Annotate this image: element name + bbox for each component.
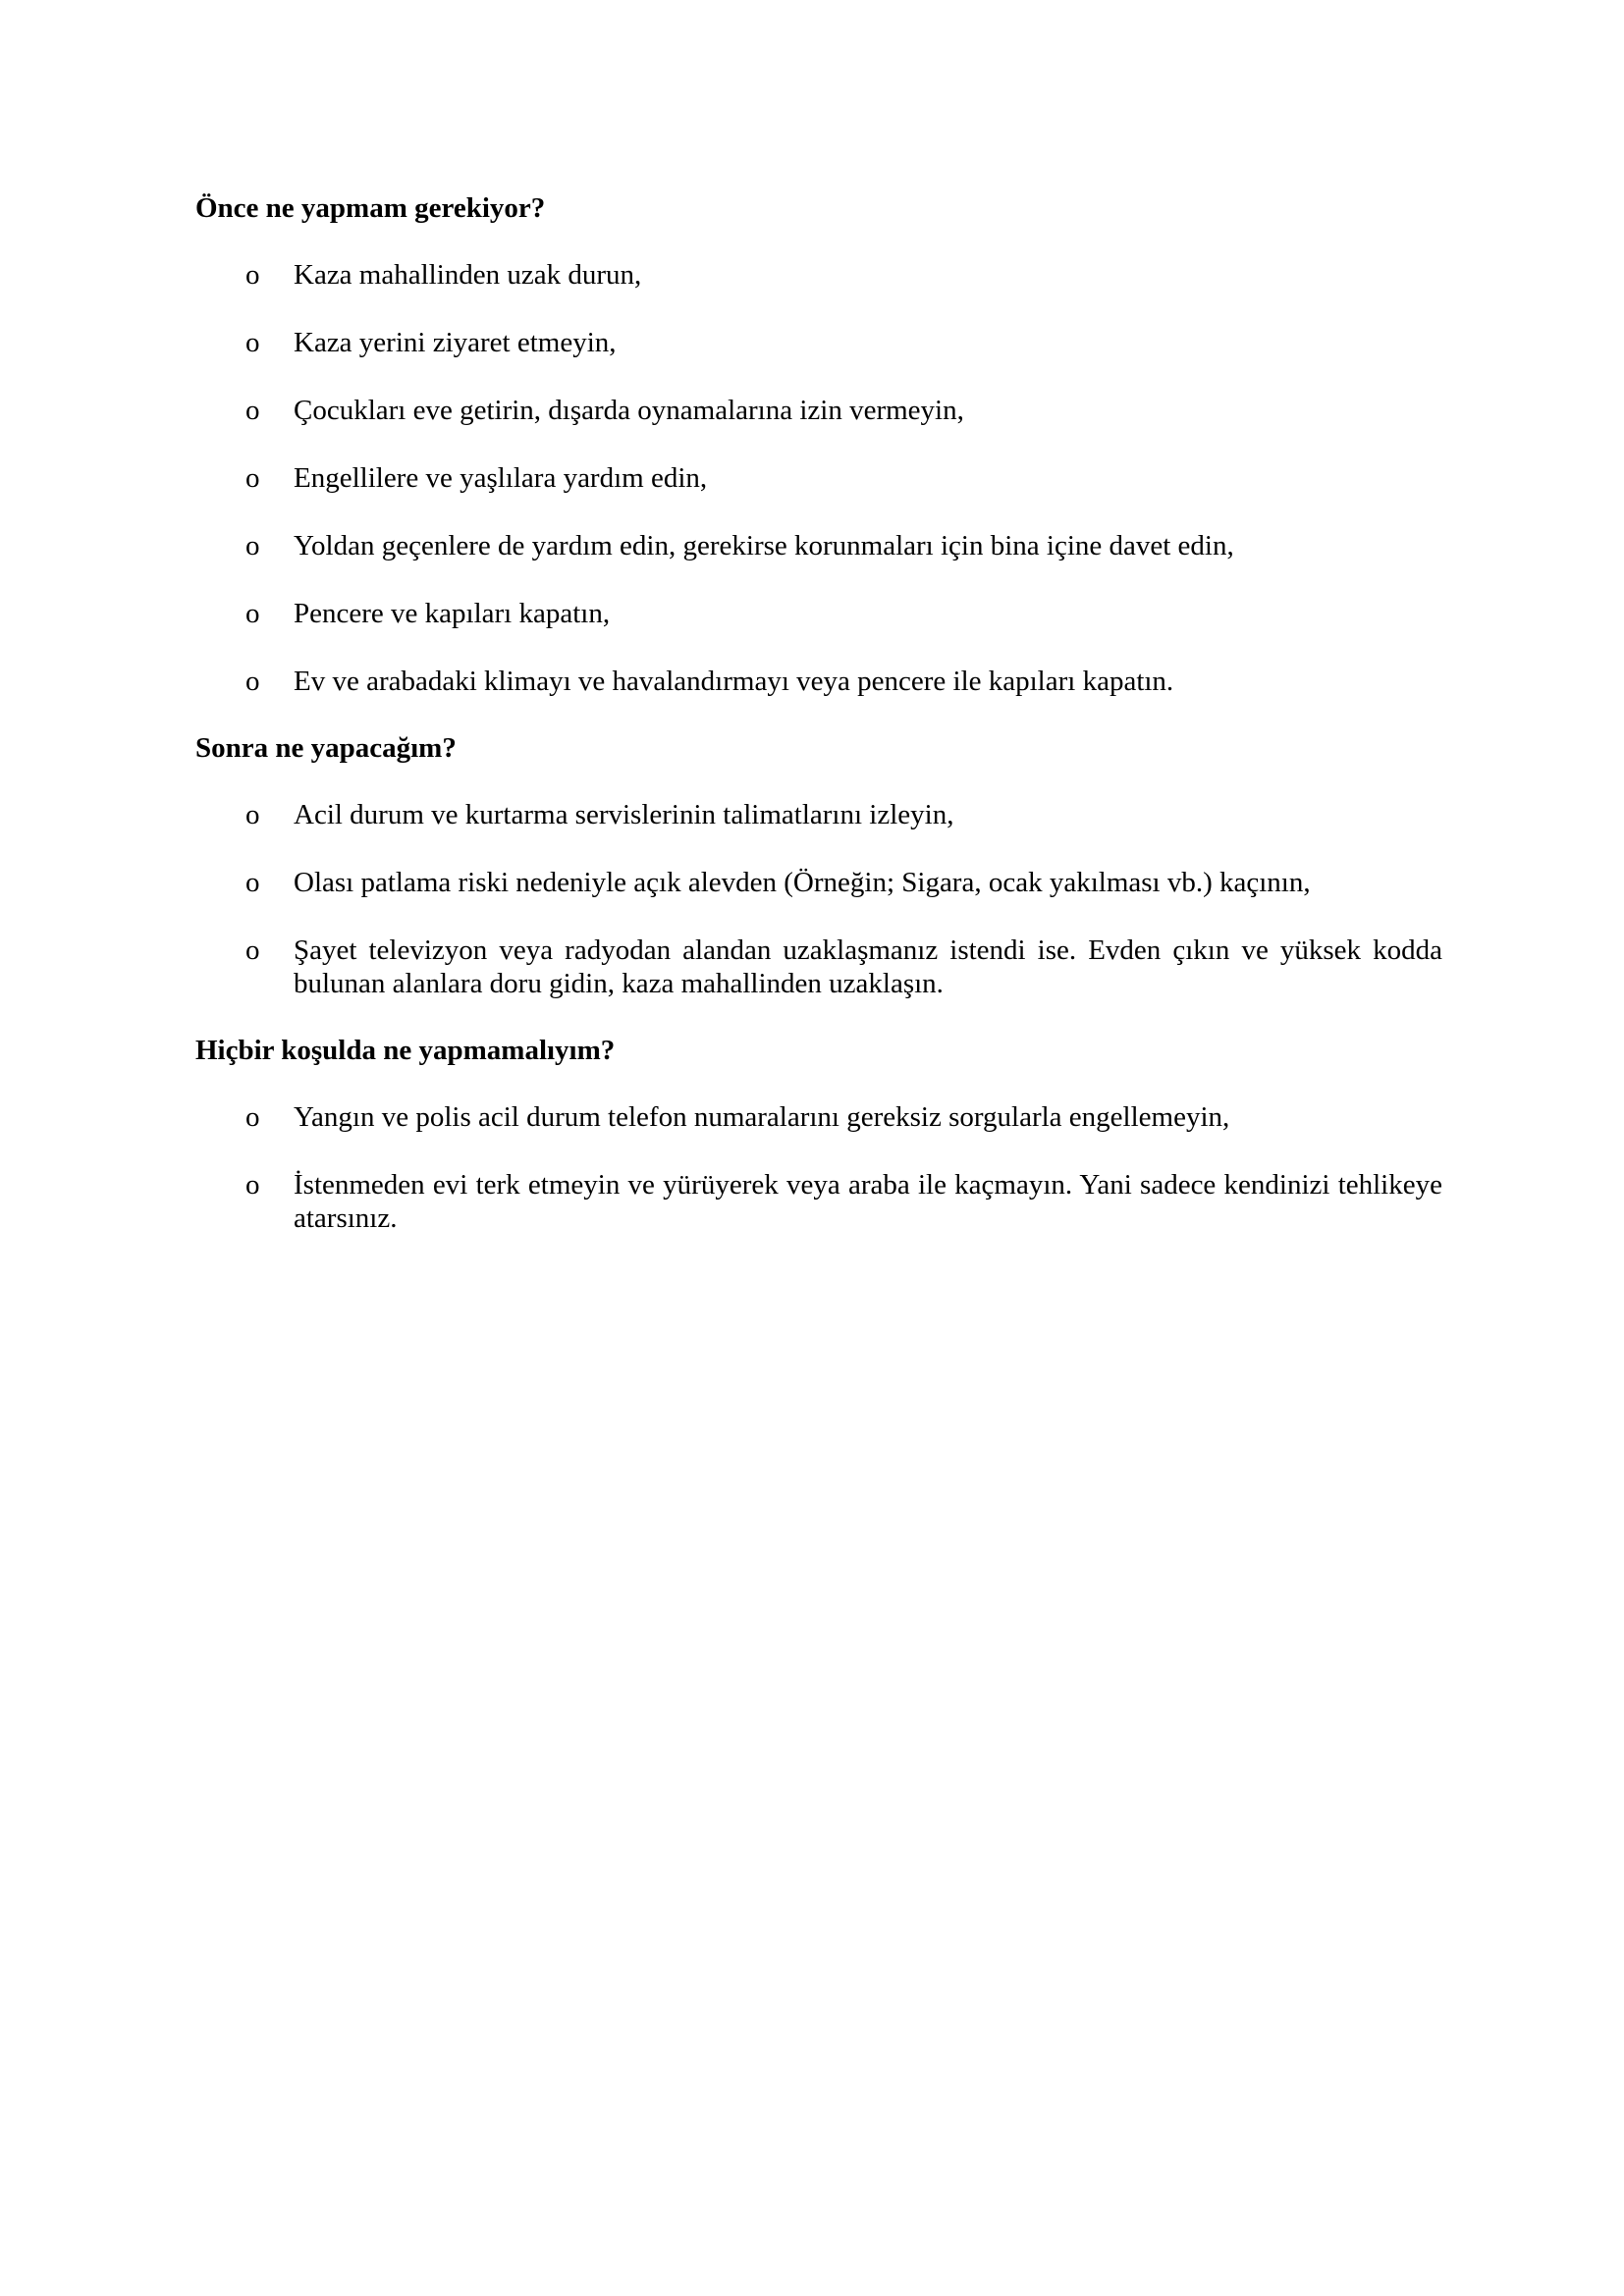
list-item <box>195 597 1442 630</box>
bullet-list <box>195 1100 1442 1235</box>
section-before <box>195 191 1442 698</box>
bullet-marker: o <box>245 395 260 426</box>
list-item-text: Yangın ve polis acil durum telefon numaralarını gereksiz sorgularla engellemeyin, <box>294 1101 1230 1133</box>
section-after <box>195 731 1442 1000</box>
list-item-text: Kaza mahallinden uzak durun, <box>294 259 642 291</box>
bullet-marker: o <box>245 934 260 966</box>
bullet-marker: o <box>245 259 260 291</box>
list-item <box>195 461 1442 495</box>
list-item <box>195 529 1442 562</box>
list-item-text: Olası patlama riski nedeniyle açık alevden (Örneğin; Sigara, ocak yakılması vb.) kaçının, <box>294 867 1311 898</box>
section-heading: Önce ne yapmam gerekiyor? <box>195 192 546 224</box>
list-item-text: Pencere ve kapıları kapatın, <box>294 598 611 629</box>
bullet-marker: o <box>245 530 260 561</box>
list-item <box>195 934 1442 1000</box>
list-item <box>195 394 1442 427</box>
bullet-marker: o <box>245 867 260 898</box>
list-item <box>195 1168 1442 1235</box>
list-item-text: Yoldan geçenlere de yardım edin, gerekirse korunmaları için bina içine davet edin, <box>294 530 1234 561</box>
list-item <box>195 665 1442 698</box>
list-item-text: Ev ve arabadaki klimayı ve havalandırmayı veya pencere ile kapıları kapatın. <box>294 666 1174 697</box>
document-page <box>195 191 1442 1268</box>
bullet-list <box>195 798 1442 1000</box>
bullet-marker: o <box>245 598 260 629</box>
section-heading: Sonra ne yapacağım? <box>195 732 457 764</box>
list-item <box>195 1100 1442 1134</box>
list-item-text: Engellilere ve yaşlılara yardım edin, <box>294 462 708 494</box>
bullet-marker: o <box>245 666 260 697</box>
list-item <box>195 798 1442 831</box>
list-item <box>195 258 1442 292</box>
list-item-text: Çocukları eve getirin, dışarda oynamalarına izin vermeyin, <box>294 395 964 426</box>
list-item <box>195 866 1442 899</box>
bullet-marker: o <box>245 327 260 358</box>
bullet-list <box>195 258 1442 698</box>
bullet-marker: o <box>245 1101 260 1133</box>
list-item-text: Şayet televizyon veya radyodan alandan uzaklaşmanız istendi ise. Evden çıkın ve yüksek kodda bulunan alanlara doru gidin, kaza mahallinden uzaklaşın. <box>294 934 1442 999</box>
list-item <box>195 326 1442 359</box>
list-item-text: Kaza yerini ziyaret etmeyin, <box>294 327 617 358</box>
bullet-marker: o <box>245 799 260 830</box>
section-heading: Hiçbir koşulda ne yapmamalıyım? <box>195 1035 616 1066</box>
list-item-text: İstenmeden evi terk etmeyin ve yürüyerek veya araba ile kaçmayın. Yani sadece kendinizi tehlikeye atarsınız. <box>294 1169 1442 1234</box>
list-item-text: Acil durum ve kurtarma servislerinin talimatlarını izleyin, <box>294 799 954 830</box>
bullet-marker: o <box>245 1169 260 1201</box>
section-never <box>195 1034 1442 1235</box>
bullet-marker: o <box>245 462 260 494</box>
